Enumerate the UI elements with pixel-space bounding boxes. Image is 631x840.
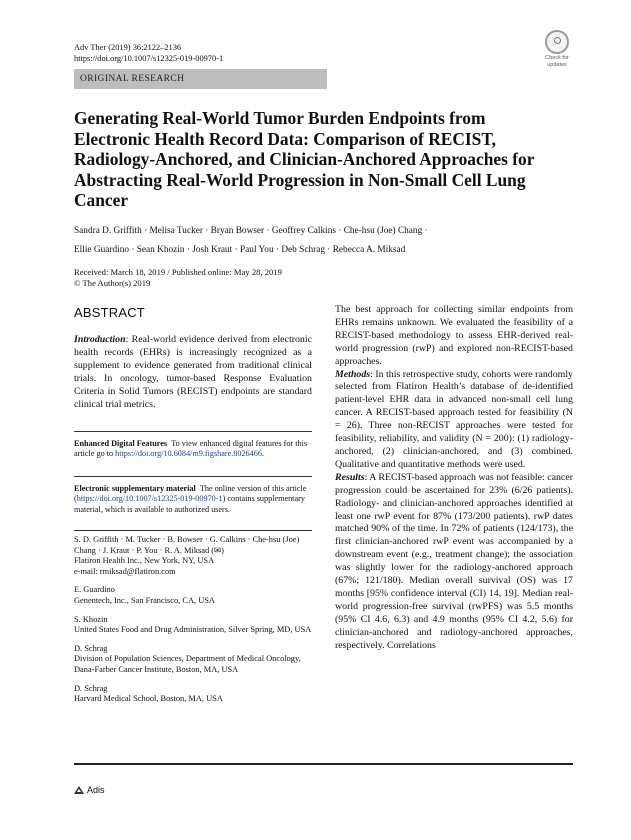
- methods-label: Methods: [335, 368, 371, 380]
- intro-text: : Real-world evidence derived from electronic health records (EHRs) is increasingly recognized as a supplement to evidence generated from traditional clinical trials. In oncology, tumor-based Response Evaluation Criteria in Solid Tumors (RECIST) endpoints are standard clinical trial metrics.: [74, 334, 312, 410]
- author-list: [74, 222, 554, 260]
- methods-text: : In this retrospective study, cohorts were randomly selected from Flatiron Health’s database of de-identified patient-level EHR data in advanced non-small cell lung cancer. A RECIST-based approach tested for feasibility (N = 26). Three non-RECIST approaches were tested for feasibility, reliability, and validity (N = 200): (1) radiology-anchored, (2) clinician-anchored, and (3) combined. Qualitative and quantitative methods were used.: [335, 368, 573, 470]
- page-bottom-rule: [74, 763, 573, 765]
- enhanced-end: .: [261, 449, 264, 459]
- results-label: Results: [335, 471, 365, 483]
- check-updates-line2: updates: [547, 62, 567, 68]
- methods-paragraph: [335, 369, 573, 472]
- supplementary-text-1: The online version of this article (: [74, 484, 307, 504]
- received-published: Received: March 18, 2019 / Published online: May 28, 2019: [74, 267, 282, 277]
- affiliation-org: Harvard Medical School, Boston, MA, USA: [74, 694, 223, 704]
- journal-header: [74, 42, 223, 64]
- authors-line-1: Sandra D. Griffith · Melisa Tucker · Bryan Bowser · Geoffrey Calkins · Che-hsu (Joe) Chang ·: [74, 226, 428, 236]
- enhanced-link[interactable]: https://doi.org/10.6084/m9.figshare.8026466: [115, 449, 262, 459]
- affiliation-names: E. Guardino: [74, 585, 115, 595]
- affiliation-org: Flatiron Health Inc., New York, NY, USA: [74, 556, 215, 566]
- affiliation-names: D. Schrag: [74, 683, 108, 693]
- article-title: Generating Real-World Tumor Burden Endpoints from Electronic Health Record Data: Comparison of RECIST, Radiology-Anchored, and Clinician-Anchored Approaches for Abstracting Real-World Progression in Non-Small Cell Lung Cancer: [74, 108, 535, 211]
- publisher-footer: [74, 785, 105, 795]
- affiliation-block: [74, 615, 312, 636]
- affiliation-names: D. Schrag: [74, 643, 108, 653]
- affiliation-email[interactable]: e-mail: rmiksad@flatiron.com: [74, 566, 176, 576]
- affiliation-block: [74, 585, 312, 606]
- affiliation-org: Division of Population Sciences, Department of Medical Oncology, Dana-Farber Cancer Institute, Boston, MA, USA: [74, 654, 301, 674]
- affiliation-org: United States Food and Drug Administration, Silver Spring, MD, USA: [74, 625, 312, 635]
- affiliation-block: [74, 684, 312, 705]
- copyright: © The Author(s) 2019: [74, 278, 151, 288]
- enhanced-label: Enhanced Digital Features: [74, 439, 168, 448]
- supplementary-link[interactable]: https://doi.org/10.1007/s12325-019-00970-1: [76, 494, 223, 504]
- supplementary-label: Electronic supplementary material: [74, 484, 196, 493]
- affiliation-names: S. D. Griffith · M. Tucker · B. Bowser · G. Calkins · Che-hsu (Joe) Chang · J. Kraut · P. You · R. A. Miksad (✉): [74, 535, 300, 555]
- check-updates-line1: Check for: [545, 55, 569, 61]
- enhanced-features-box: [74, 431, 312, 460]
- journal-doi[interactable]: https://doi.org/10.1007/s12325-019-00970-1: [74, 54, 224, 63]
- abstract-right-column: [335, 304, 573, 652]
- abstract-heading: ABSTRACT: [74, 305, 145, 320]
- enhanced-text: To view enhanced digital features for this article go to: [74, 439, 308, 459]
- article-dates: [74, 267, 282, 289]
- results-text: : A RECIST-based approach was not feasible: cancer progression could be ascertained for 23% (6/26 patients). Radiology- and clinician-anchored approaches identified at least one rwP event for 87% (173/200 patients). rwP dates matched 90% of the time. In 72% of patients (124/173), the first clinician-anchored rwP event was accompanied by a downstream event (e.g., treatment change); the association was slightly lower for the radiology-anchored approach (67%; 121/180). Median overall survival (OS) was 17 months [95% confidence interval (CI) 14, 19]. Median real-world progression-free survival (rwPFS) was 5.5 months (95% CI 4.6, 6.3) and 4.9 months (95% CI 4.2, 5.6) for clinician-anchored and radiology-anchored approaches, respectively. Correlations: [335, 471, 573, 651]
- affiliations: [74, 530, 312, 713]
- results-paragraph: [335, 472, 573, 653]
- supplementary-text-2: ) contains supplementary material, which is available to authorized users.: [74, 494, 305, 514]
- publisher-name: Adis: [87, 785, 105, 795]
- authors-line-2: Ellie Guardino · Sean Khozin · Josh Kraut · Paul You · Deb Schrag · Rebecca A. Miksad: [74, 245, 406, 255]
- check-updates-icon: [545, 30, 569, 54]
- affiliation-block: [74, 644, 312, 676]
- journal-citation: Adv Ther (2019) 36:2122–2136: [74, 43, 182, 52]
- abstract-left-column: [74, 334, 312, 411]
- adis-logo-icon: [74, 786, 84, 794]
- check-for-updates-badge[interactable]: [539, 30, 575, 68]
- affiliation-block: [74, 535, 312, 577]
- intro-paragraph: [74, 334, 312, 411]
- supplementary-box: [74, 476, 312, 515]
- affiliation-org: Genentech, Inc., San Francisco, CA, USA: [74, 595, 215, 605]
- section-label: ORIGINAL RESEARCH: [74, 69, 327, 89]
- affiliation-names: S. Khozin: [74, 614, 108, 624]
- intro-continued: The best approach for collecting similar endpoints from EHRs remains unknown. We evaluated the feasibility of a RECIST-based methodology to assess EHR-derived real-world progression (rwP) and explored non-RECIST-based approaches.: [335, 304, 573, 367]
- intro-label: Introduction: [74, 334, 126, 345]
